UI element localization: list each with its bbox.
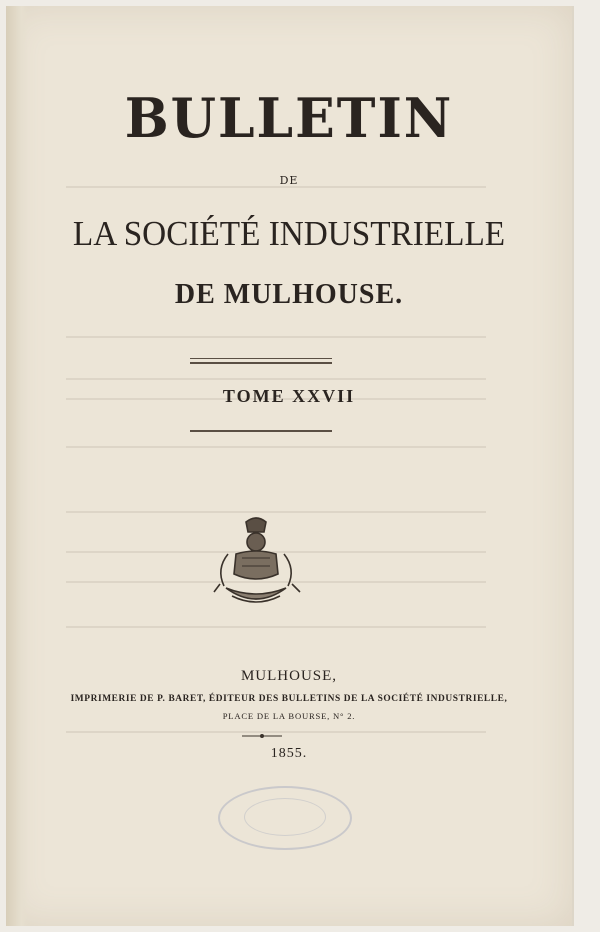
- library-stamp-icon: [218, 786, 352, 850]
- bleed-through: [66, 378, 486, 380]
- divider-rule: [190, 362, 332, 364]
- bleed-through: [66, 336, 486, 338]
- bleed-through: [66, 446, 486, 448]
- bleed-through: [66, 511, 486, 513]
- society-city: DE MULHOUSE.: [174, 279, 404, 310]
- publication-year: 1855.: [270, 746, 308, 761]
- bulletin-title: BULLETIN: [124, 86, 454, 151]
- title-page: [6, 6, 574, 926]
- printer-address: PLACE DE LA BOURSE, N° 2.: [222, 711, 356, 721]
- divider-rule: [190, 358, 332, 359]
- ornament-divider-icon: [242, 733, 282, 739]
- bleed-through: [66, 626, 486, 628]
- imprint-city: MULHOUSE,: [240, 668, 338, 684]
- divider-rule: [190, 430, 332, 432]
- printer-line: IMPRIMERIE DE P. BARET, ÉDITEUR DES BULLETINS DE LA SOCIÉTÉ INDUSTRIELLE,: [70, 694, 508, 704]
- coat-of-arms-icon: [206, 514, 306, 614]
- title-connector: DE: [279, 174, 299, 187]
- society-name: LA SOCIÉTÉ INDUSTRIELLE: [72, 214, 506, 253]
- library-stamp-inner: [244, 798, 326, 836]
- volume-number: TOME XXVII: [222, 386, 356, 402]
